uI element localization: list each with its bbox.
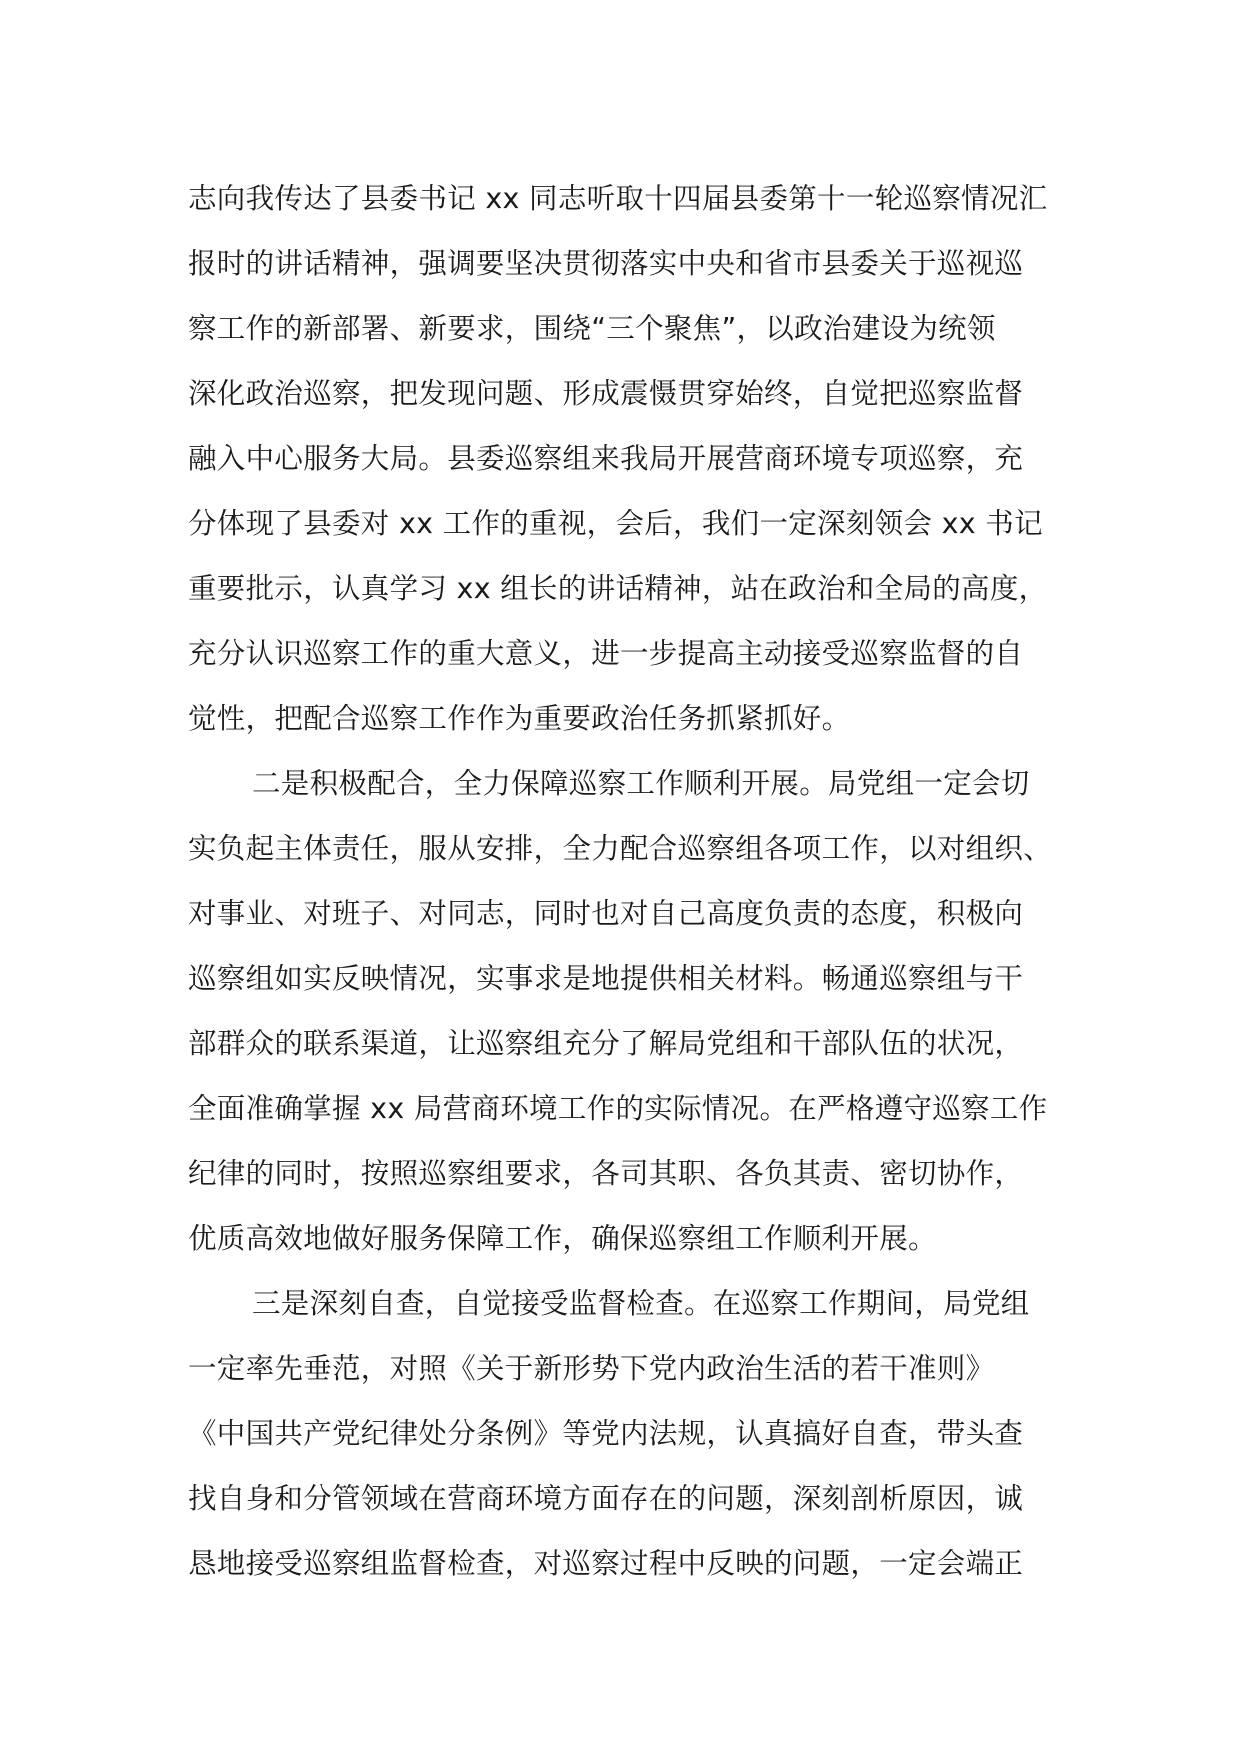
text-line: 恳地接受巡察组监督检查，对巡察过程中反映的问题，一定会端正 [188,1547,1024,1580]
text-line: 深化政治巡察，把发现问题、形成震慑贯穿始终，自觉把巡察监督 [188,377,1024,410]
body-text [188,166,1088,1596]
text-line: 部群众的联系渠道，让巡察组充分了解局党组和干部队伍的状况， [188,1027,1024,1060]
text-line: 充分认识巡察工作的重大意义，进一步提高主动接受巡察监督的自 [188,637,1024,670]
text-line: 纪律的同时，按照巡察组要求，各司其职、各负其责、密切协作， [188,1157,1024,1190]
text-line: 对事业、对班子、对同志，同时也对自己高度负责的态度，积极向 [188,897,1024,930]
text-line: 察工作的新部署、新要求，围绕“三个聚焦”，以政治建设为统领 [188,312,996,345]
text-line: 分体现了县委对 xx 工作的重视，会后，我们一定深刻领会 xx 书记 [188,507,1043,540]
text-line: 一定率先垂范，对照《关于新形势下党内政治生活的若干准则》 [188,1352,995,1385]
text-line: 二是积极配合，全力保障巡察工作顺利开展。局党组一定会切 [252,767,1030,800]
text-line: 巡察组如实反映情况，实事求是地提供相关材料。畅通巡察组与干 [188,962,1024,995]
text-line: 报时的讲话精神，强调要坚决贯彻落实中央和省市县委关于巡视巡 [188,247,1024,280]
text-line: 找自身和分管领域在营商环境方面存在的问题，深刻剖析原因，诚 [188,1482,1024,1515]
text-line: 融入中心服务大局。县委巡察组来我局开展营商环境专项巡察，充 [188,442,1024,475]
text-line: 重要批示，认真学习 xx 组长的讲话精神，站在政治和全局的高度， [188,572,1048,605]
text-line: 全面准确掌握 xx 局营商环境工作的实际情况。在严格遵守巡察工作 [188,1092,1048,1125]
text-line: 觉性，把配合巡察工作作为重要政治任务抓紧抓好。 [188,702,851,735]
text-line: 实负起主体责任，服从安排，全力配合巡察组各项工作，以对组织、 [188,832,1053,865]
text-line: 《中国共产党纪律处分条例》等党内法规，认真搞好自查，带头查 [188,1417,1024,1450]
text-line: 优质高效地做好服务保障工作，确保巡察组工作顺利开展。 [188,1222,937,1255]
text-line: 三是深刻自查，自觉接受监督检查。在巡察工作期间，局党组 [252,1287,1030,1320]
text-line: 志向我传达了县委书记 xx 同志听取十四届县委第十一轮巡察情况汇 [188,182,1048,215]
